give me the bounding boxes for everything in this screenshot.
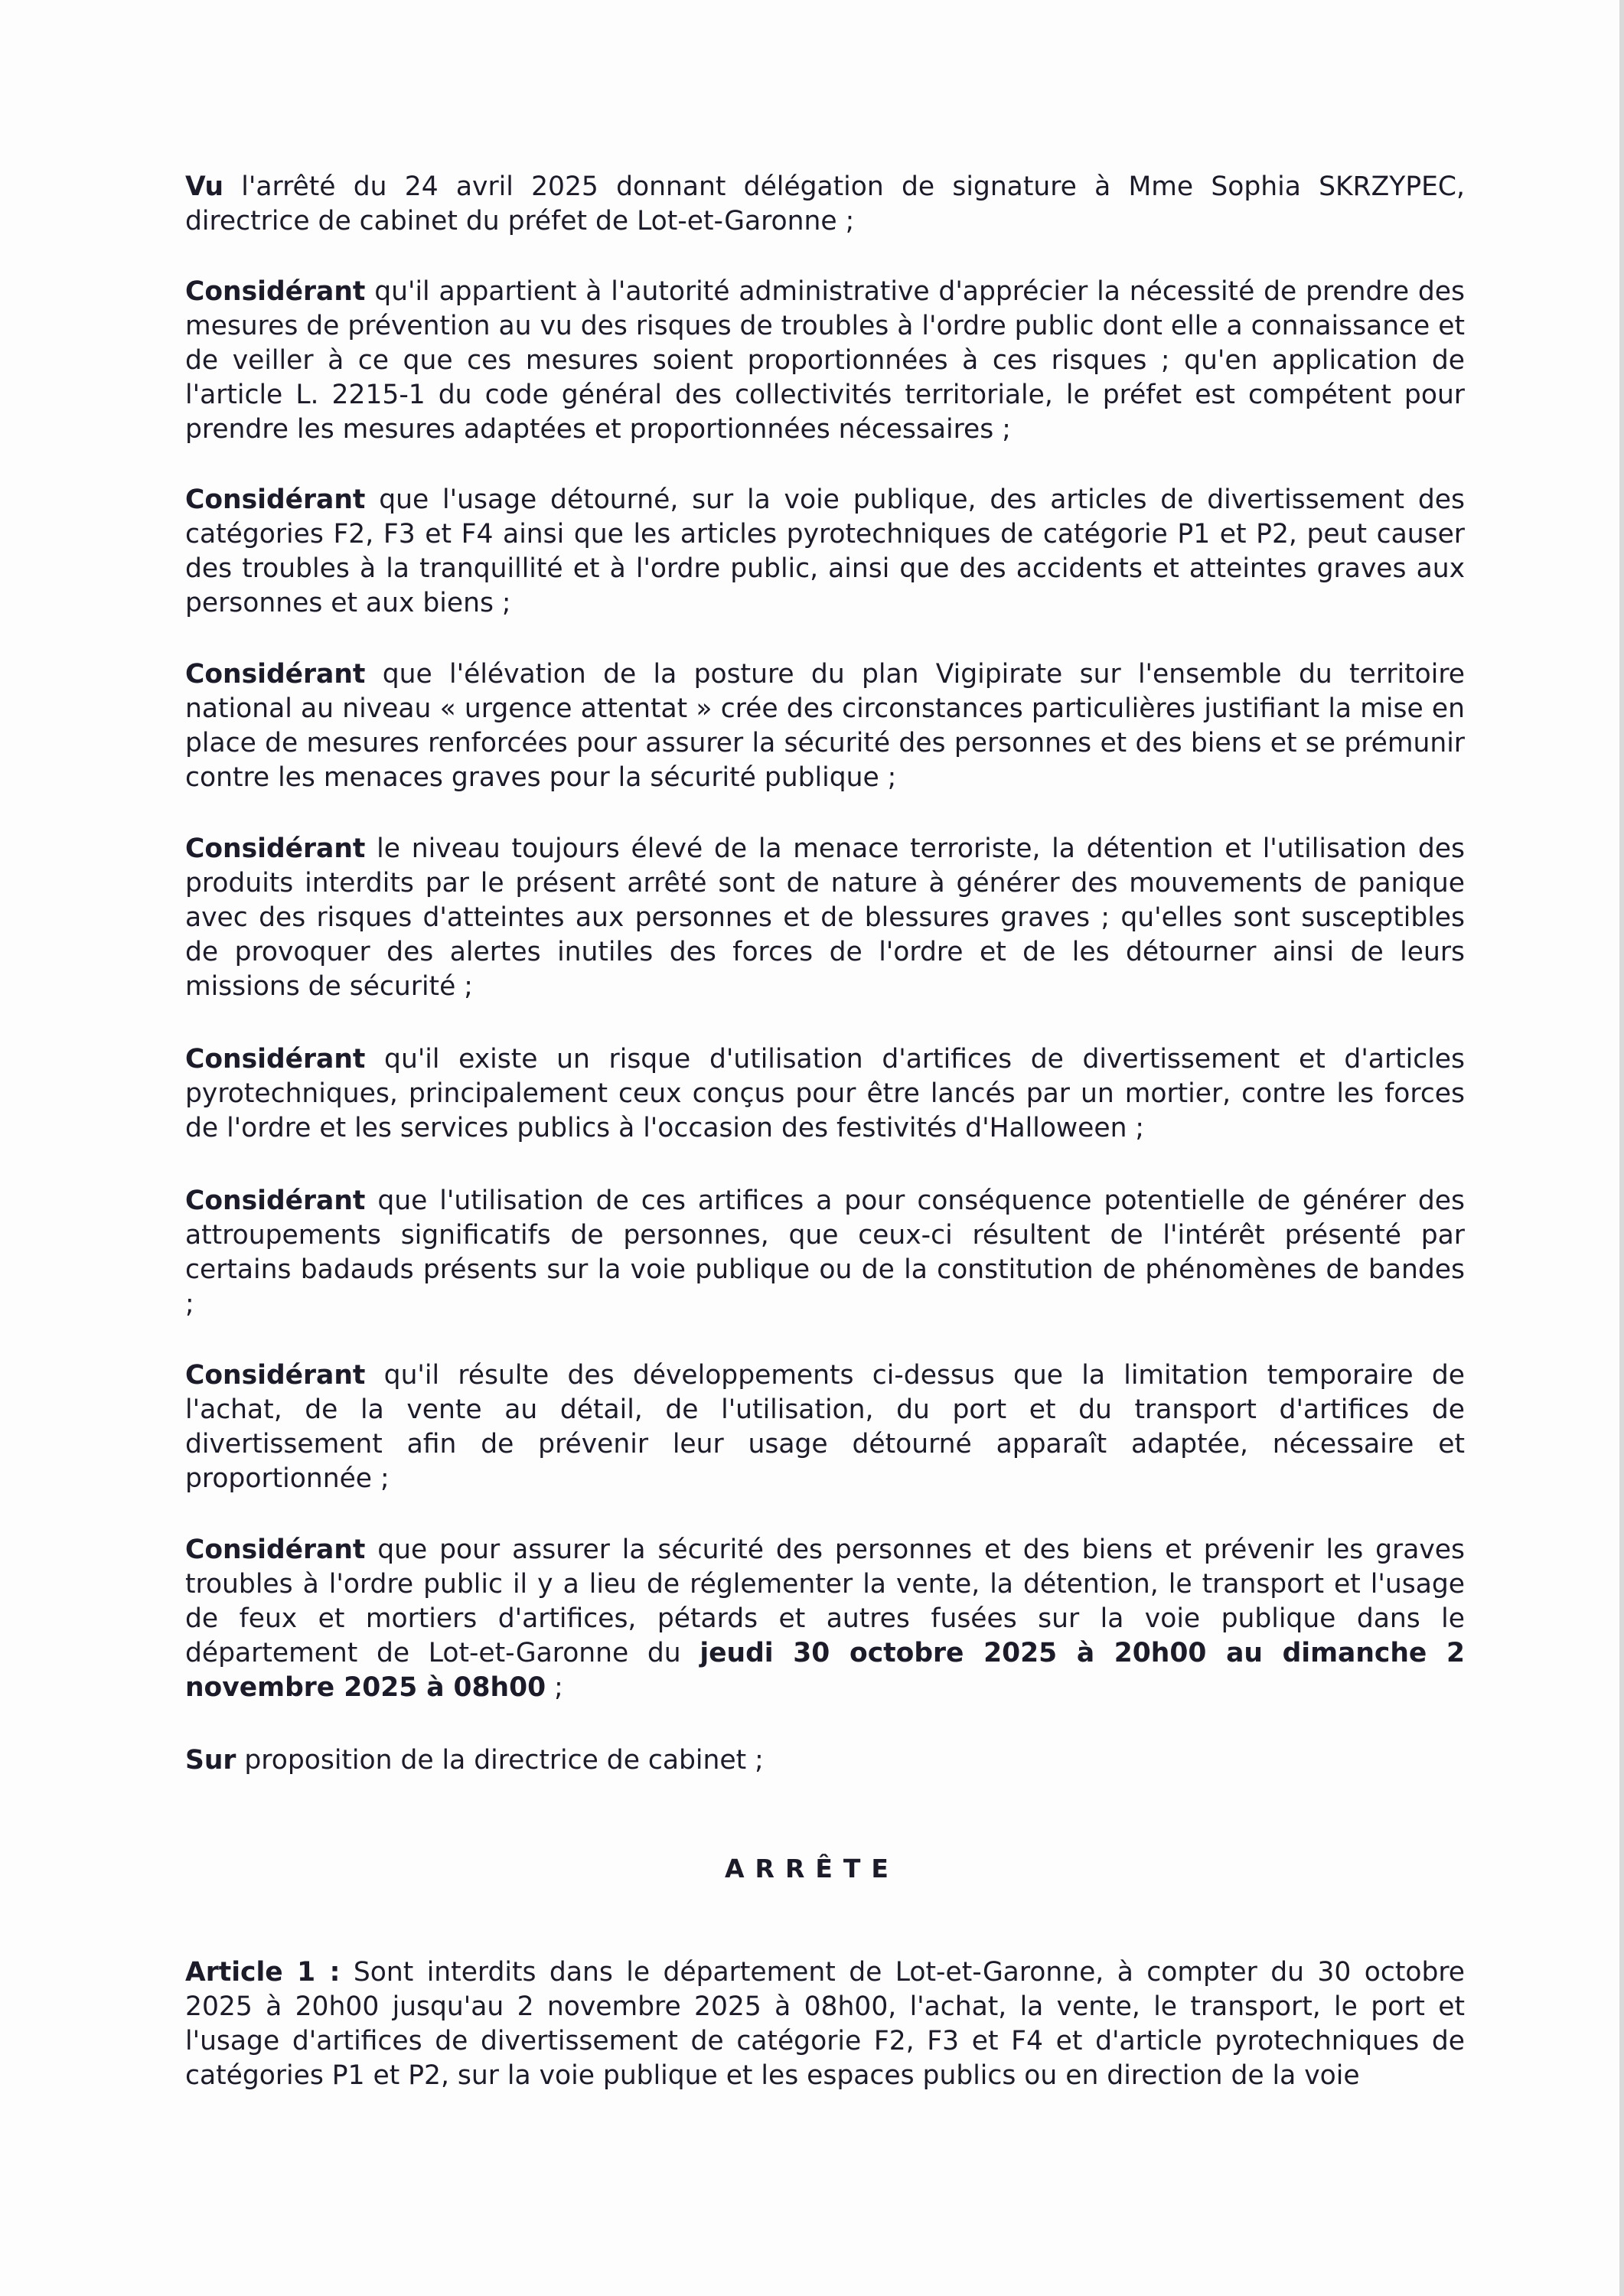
paragraph-lead: Considérant	[185, 1360, 366, 1391]
paragraph-lead: Considérant	[185, 1534, 366, 1565]
paragraph-tail: ;	[546, 1672, 563, 1703]
paragraph-considerant-6	[185, 1184, 1465, 1322]
paragraph-considerant-7	[185, 1358, 1465, 1496]
paragraph-lead: Considérant	[185, 1186, 366, 1216]
paragraph-lead: Considérant	[185, 484, 366, 515]
paragraph-text: l'arrêté du 24 avril 2025 donnant délégation de signature à Mme Sophia SKRZYPEC, directrice de cabinet du préfet de Lot-et-Garonne ;	[185, 171, 1465, 236]
article-text: Sont interdits dans le département de Lot-et-Garonne, à compter du 30 octobre 2025 à 20h00 jusqu'au 2 novembre 2025 à 08h00, l'achat, la vente, le transport, le port et l'usage d'artifices de divertissement de catégorie F2, F3 et F4 et d'article pyrotechniques de catégories P1 et P2, sur la voie publique et les espaces publics ou en direction de la voie	[185, 1957, 1466, 2091]
paragraph-lead: Considérant	[185, 276, 366, 307]
paragraph-text: qu'il appartient à l'autorité administrative d'apprécier la nécessité de prendre des mesures de prévention au vu des risques de troubles à l'ordre public dont elle a connaissance et de veiller à ce que ces mesures soient proportionnées à ces risques ; qu'en application de l'article L. 2215-1 du code général des collectivités territoriale, le préfet est compétent pour prendre les mesures adaptées et proportionnées nécessaires ;	[185, 276, 1465, 445]
paragraph-text: que l'usage détourné, sur la voie publique, des articles de divertissement des catégories F2, F3 et F4 ainsi que les articles pyrotechniques de catégorie P1 et P2, peut causer des troubles à la tranquillité et à l'ordre public, ainsi que des accidents et atteintes graves aux personnes et aux biens ;	[185, 484, 1465, 618]
paragraph-considerant-4	[185, 832, 1465, 1004]
paragraph-text: le niveau toujours élevé de la menace terroriste, la détention et l'utilisation des produits interdits par le présent arrêté sont de nature à générer des mouvements de panique avec des risques d'atteintes aux personnes et de blessures graves ; qu'elles sont susceptibles de provoquer des alertes inutiles des forces de l'ordre et de les détourner ainsi de leurs missions de sécurité ;	[185, 833, 1465, 1002]
paragraph-lead: Considérant	[185, 1044, 366, 1075]
paragraph-sur-proposition	[185, 1743, 1465, 1778]
paragraph-considerant-2	[185, 483, 1465, 621]
paragraph-considerant-1	[185, 275, 1465, 447]
arrete-heading: ARRÊTE	[725, 1854, 899, 1883]
paragraph-considerant-8	[185, 1533, 1465, 1705]
paragraph-lead: Considérant	[185, 659, 366, 690]
paragraph-lead: Considérant	[185, 833, 366, 864]
paragraph-date-range: jeudi 30 octobre 2025 à 20h00 au dimanche 2 novembre 2025 à 08h00	[185, 1638, 1465, 1703]
paragraph-text: que l'utilisation de ces artifices a pour conséquence potentielle de générer des attroupements significatifs de personnes, que ceux-ci résultent de l'intérêt présenté par certains badauds présents sur la voie publique ou de la constitution de phénomènes de bandes ;	[185, 1186, 1465, 1319]
paragraph-text: que l'élévation de la posture du plan Vigipirate sur l'ensemble du territoire national au niveau « urgence attentat » crée des circonstances particulières justifiant la mise en place de mesures renforcées pour assurer la sécurité des personnes et des biens et se prémunir contre les menaces graves pour la sécurité publique ;	[185, 659, 1465, 793]
paragraph-considerant-5	[185, 1042, 1465, 1146]
paragraph-text: qu'il résulte des développements ci-dessus que la limitation temporaire de l'achat, de la vente au détail, de l'utilisation, du port et du transport d'artifices de divertissement afin de prévenir leur usage détourné apparaît adaptée, nécessaire et proportionnée ;	[185, 1360, 1465, 1494]
paragraph-lead: Vu	[185, 171, 224, 202]
paragraph-considerant-3	[185, 657, 1465, 795]
paragraph-vu-arrete	[185, 170, 1465, 239]
paragraph-text: que pour assurer la sécurité des personnes et des biens et prévenir les graves troubles à l'ordre public il y a lieu de réglementer la vente, la détention, le transport et l'usage de feux et mortiers d'artifices, pétards et autres fusées sur la voie publique dans le département de Lot-et-Garonne du	[185, 1534, 1465, 1668]
article-lead: Article 1 :	[185, 1957, 341, 1988]
article-1	[185, 1955, 1465, 2093]
paragraph-lead: Sur	[185, 1745, 236, 1776]
paragraph-text: proposition de la directrice de cabinet ;	[236, 1745, 764, 1776]
page-edge	[1619, 0, 1624, 2296]
paragraph-text: qu'il existe un risque d'utilisation d'artifices de divertissement et d'articles pyrotechniques, principalement ceux conçus pour être lancés par un mortier, contre les forces de l'ordre et les services publics à l'occasion des festivités d'Halloween ;	[185, 1044, 1465, 1143]
